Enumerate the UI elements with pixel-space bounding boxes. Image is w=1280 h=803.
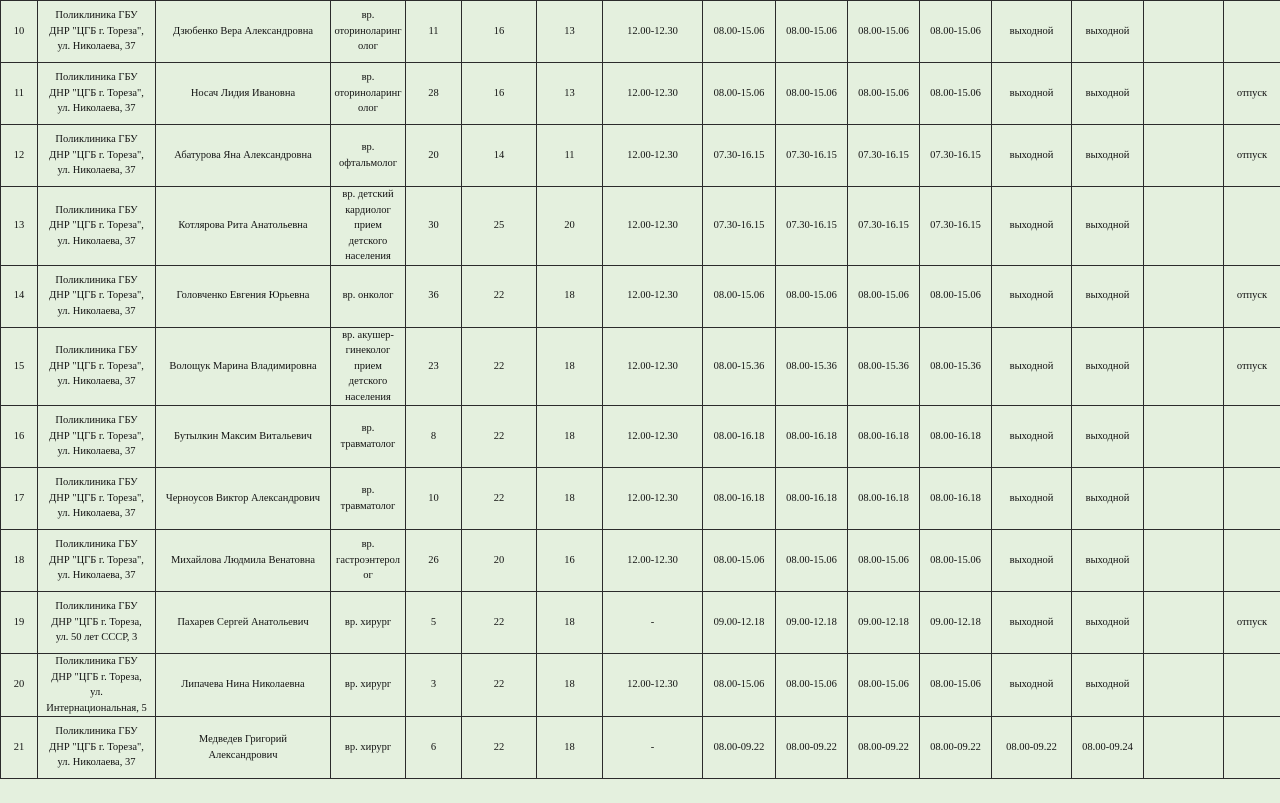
note-cell: отпуск (1224, 63, 1280, 125)
doctor-name: Волощук Марина Владимировна (156, 327, 331, 406)
doctor-name: Пахарев Сергей Анатольевич (156, 592, 331, 654)
doctor-name: Бутылкин Максим Витальевич (156, 406, 331, 468)
schedule-day-1: 08.00-15.06 (703, 265, 776, 327)
count-2: 22 (462, 468, 537, 530)
count-1: 5 (406, 592, 462, 654)
table-row (1, 327, 1280, 406)
schedule-day-4: 08.00-15.06 (920, 1, 992, 63)
specialty: вр. оториноларинг олог (331, 63, 406, 125)
note-cell (1224, 1, 1280, 63)
schedule-day-2: 08.00-15.06 (776, 530, 848, 592)
break-time: 12.00-12.30 (603, 530, 703, 592)
table-row (1, 265, 1280, 327)
schedule-day-3: 09.00-12.18 (848, 592, 920, 654)
count-2: 22 (462, 592, 537, 654)
note-cell: отпуск (1224, 265, 1280, 327)
table-row (1, 717, 1280, 779)
schedule-day-3: 07.30-16.15 (848, 125, 920, 187)
clinic-address: Поликлиника ГБУ ДНР "ЦГБ г. Тореза", ул. Николаева, 37 (38, 717, 156, 779)
schedule-day-4: 08.00-16.18 (920, 468, 992, 530)
extra-cell (1144, 265, 1224, 327)
row-number: 17 (1, 468, 38, 530)
specialty: вр. хирург (331, 717, 406, 779)
schedule-day-1: 08.00-15.06 (703, 530, 776, 592)
count-3: 16 (537, 530, 603, 592)
specialty: вр. оториноларинг олог (331, 1, 406, 63)
count-3: 20 (537, 187, 603, 266)
schedule-day-2: 08.00-15.06 (776, 63, 848, 125)
schedule-day-3: 08.00-09.22 (848, 717, 920, 779)
note-cell (1224, 717, 1280, 779)
schedule-day-3: 08.00-15.06 (848, 654, 920, 717)
doctor-name: Михайлова Людмила Венатовна (156, 530, 331, 592)
note-cell: отпуск (1224, 327, 1280, 406)
extra-cell (1144, 717, 1224, 779)
count-3: 18 (537, 468, 603, 530)
schedule-day-3: 08.00-15.36 (848, 327, 920, 406)
specialty: вр. хирург (331, 592, 406, 654)
schedule-day-4: 09.00-12.18 (920, 592, 992, 654)
schedule-day-1: 08.00-16.18 (703, 406, 776, 468)
break-time: 12.00-12.30 (603, 63, 703, 125)
doctor-name: Дзюбенко Вера Александровна (156, 1, 331, 63)
clinic-address: Поликлиника ГБУ ДНР "ЦГБ г. Тореза, ул. Интернациональная, 5 (38, 654, 156, 717)
count-3: 11 (537, 125, 603, 187)
schedule-day-3: 08.00-15.06 (848, 265, 920, 327)
schedule-day-5: выходной (992, 63, 1072, 125)
schedule-day-1: 07.30-16.15 (703, 187, 776, 266)
count-1: 23 (406, 327, 462, 406)
schedule-body (1, 1, 1280, 779)
note-cell (1224, 530, 1280, 592)
extra-cell (1144, 468, 1224, 530)
schedule-day-1: 09.00-12.18 (703, 592, 776, 654)
row-number: 21 (1, 717, 38, 779)
clinic-address: Поликлиника ГБУ ДНР "ЦГБ г. Тореза", ул. Николаева, 37 (38, 327, 156, 406)
schedule-day-4: 08.00-15.06 (920, 265, 992, 327)
note-cell: отпуск (1224, 592, 1280, 654)
schedule-day-2: 08.00-16.18 (776, 406, 848, 468)
schedule-day-3: 08.00-15.06 (848, 1, 920, 63)
schedule-day-2: 08.00-15.36 (776, 327, 848, 406)
schedule-day-5: выходной (992, 530, 1072, 592)
schedule-day-2: 07.30-16.15 (776, 125, 848, 187)
schedule-day-2: 07.30-16.15 (776, 187, 848, 266)
schedule-day-4: 08.00-09.22 (920, 717, 992, 779)
schedule-day-4: 08.00-15.06 (920, 530, 992, 592)
count-1: 10 (406, 468, 462, 530)
note-cell (1224, 468, 1280, 530)
specialty: вр. детский кардиолог прием детского населения (331, 187, 406, 266)
note-cell (1224, 406, 1280, 468)
break-time: 12.00-12.30 (603, 654, 703, 717)
count-2: 16 (462, 1, 537, 63)
schedule-day-1: 08.00-15.36 (703, 327, 776, 406)
schedule-day-5: выходной (992, 327, 1072, 406)
clinic-address: Поликлиника ГБУ ДНР "ЦГБ г. Тореза", ул. Николаева, 37 (38, 187, 156, 266)
schedule-day-6: выходной (1072, 530, 1144, 592)
specialty: вр. гастроэнтерол ог (331, 530, 406, 592)
schedule-day-6: выходной (1072, 63, 1144, 125)
clinic-address: Поликлиника ГБУ ДНР "ЦГБ г. Тореза", ул. Николаева, 37 (38, 125, 156, 187)
row-number: 16 (1, 406, 38, 468)
schedule-day-5: выходной (992, 125, 1072, 187)
schedule-day-1: 08.00-15.06 (703, 1, 776, 63)
count-2: 22 (462, 717, 537, 779)
break-time: 12.00-12.30 (603, 1, 703, 63)
schedule-day-4: 08.00-15.06 (920, 63, 992, 125)
break-time: - (603, 592, 703, 654)
extra-cell (1144, 406, 1224, 468)
schedule-day-2: 09.00-12.18 (776, 592, 848, 654)
table-row (1, 125, 1280, 187)
schedule-day-3: 08.00-16.18 (848, 406, 920, 468)
note-cell: отпуск (1224, 125, 1280, 187)
row-number: 20 (1, 654, 38, 717)
count-2: 22 (462, 327, 537, 406)
note-cell (1224, 654, 1280, 717)
schedule-day-6: выходной (1072, 265, 1144, 327)
table-row (1, 406, 1280, 468)
specialty: вр. травматолог (331, 406, 406, 468)
schedule-day-3: 08.00-15.06 (848, 63, 920, 125)
schedule-day-6: выходной (1072, 187, 1144, 266)
schedule-day-3: 08.00-16.18 (848, 468, 920, 530)
row-number: 11 (1, 63, 38, 125)
doctor-name: Носач Лидия Ивановна (156, 63, 331, 125)
count-1: 28 (406, 63, 462, 125)
count-2: 14 (462, 125, 537, 187)
specialty: вр. хирург (331, 654, 406, 717)
count-1: 36 (406, 265, 462, 327)
schedule-day-1: 08.00-16.18 (703, 468, 776, 530)
schedule-day-4: 07.30-16.15 (920, 125, 992, 187)
note-cell (1224, 187, 1280, 266)
schedule-day-1: 08.00-15.06 (703, 654, 776, 717)
doctor-name: Абатурова Яна Александровна (156, 125, 331, 187)
schedule-day-5: выходной (992, 592, 1072, 654)
table-row (1, 592, 1280, 654)
count-1: 8 (406, 406, 462, 468)
schedule-day-4: 08.00-15.36 (920, 327, 992, 406)
schedule-day-3: 08.00-15.06 (848, 530, 920, 592)
schedule-day-2: 08.00-15.06 (776, 1, 848, 63)
schedule-day-2: 08.00-15.06 (776, 265, 848, 327)
schedule-day-5: выходной (992, 265, 1072, 327)
doctor-name: Черноусов Виктор Александрович (156, 468, 331, 530)
count-2: 22 (462, 406, 537, 468)
row-number: 12 (1, 125, 38, 187)
count-2: 22 (462, 654, 537, 717)
clinic-address: Поликлиника ГБУ ДНР "ЦГБ г. Тореза", ул. Николаева, 37 (38, 63, 156, 125)
count-1: 20 (406, 125, 462, 187)
count-2: 16 (462, 63, 537, 125)
schedule-day-6: выходной (1072, 327, 1144, 406)
count-1: 6 (406, 717, 462, 779)
count-3: 18 (537, 654, 603, 717)
clinic-address: Поликлиника ГБУ ДНР "ЦГБ г. Тореза", ул. Николаева, 37 (38, 1, 156, 63)
extra-cell (1144, 654, 1224, 717)
schedule-day-1: 08.00-15.06 (703, 63, 776, 125)
table-row (1, 654, 1280, 717)
extra-cell (1144, 530, 1224, 592)
doctor-name: Липачева Нина Николаевна (156, 654, 331, 717)
table-row (1, 63, 1280, 125)
table-row (1, 530, 1280, 592)
break-time: 12.00-12.30 (603, 187, 703, 266)
count-3: 18 (537, 327, 603, 406)
clinic-address: Поликлиника ГБУ ДНР "ЦГБ г. Тореза", ул. Николаева, 37 (38, 468, 156, 530)
row-number: 19 (1, 592, 38, 654)
clinic-address: Поликлиника ГБУ ДНР "ЦГБ г. Тореза, ул. 50 лет СССР, 3 (38, 592, 156, 654)
extra-cell (1144, 592, 1224, 654)
count-1: 3 (406, 654, 462, 717)
row-number: 14 (1, 265, 38, 327)
count-3: 18 (537, 717, 603, 779)
break-time: 12.00-12.30 (603, 265, 703, 327)
doctor-name: Котлярова Рита Анатольевна (156, 187, 331, 266)
schedule-day-2: 08.00-16.18 (776, 468, 848, 530)
schedule-day-4: 07.30-16.15 (920, 187, 992, 266)
schedule-day-2: 08.00-09.22 (776, 717, 848, 779)
schedule-day-6: выходной (1072, 592, 1144, 654)
schedule-day-6: выходной (1072, 406, 1144, 468)
schedule-day-5: выходной (992, 187, 1072, 266)
count-2: 22 (462, 265, 537, 327)
extra-cell (1144, 327, 1224, 406)
table-row (1, 1, 1280, 63)
clinic-address: Поликлиника ГБУ ДНР "ЦГБ г. Тореза", ул. Николаева, 37 (38, 406, 156, 468)
schedule-day-5: выходной (992, 468, 1072, 530)
schedule-day-6: выходной (1072, 468, 1144, 530)
row-number: 13 (1, 187, 38, 266)
table-row (1, 187, 1280, 266)
count-3: 13 (537, 1, 603, 63)
count-1: 26 (406, 530, 462, 592)
count-3: 18 (537, 592, 603, 654)
schedule-day-5: выходной (992, 654, 1072, 717)
specialty: вр. травматолог (331, 468, 406, 530)
row-number: 18 (1, 530, 38, 592)
schedule-day-5: выходной (992, 406, 1072, 468)
extra-cell (1144, 1, 1224, 63)
break-time: 12.00-12.30 (603, 406, 703, 468)
count-2: 20 (462, 530, 537, 592)
schedule-day-1: 08.00-09.22 (703, 717, 776, 779)
specialty: вр. офтальмолог (331, 125, 406, 187)
clinic-address: Поликлиника ГБУ ДНР "ЦГБ г. Тореза", ул. Николаева, 37 (38, 530, 156, 592)
schedule-day-5: выходной (992, 1, 1072, 63)
schedule-day-6: выходной (1072, 125, 1144, 187)
count-1: 11 (406, 1, 462, 63)
break-time: 12.00-12.30 (603, 468, 703, 530)
specialty: вр. онколог (331, 265, 406, 327)
specialty: вр. акушер- гинеколог прием детского населения (331, 327, 406, 406)
schedule-day-6: 08.00-09.24 (1072, 717, 1144, 779)
schedule-day-4: 08.00-15.06 (920, 654, 992, 717)
schedule-day-6: выходной (1072, 1, 1144, 63)
extra-cell (1144, 63, 1224, 125)
clinic-address: Поликлиника ГБУ ДНР "ЦГБ г. Тореза", ул. Николаева, 37 (38, 265, 156, 327)
schedule-day-3: 07.30-16.15 (848, 187, 920, 266)
extra-cell (1144, 187, 1224, 266)
schedule-day-2: 08.00-15.06 (776, 654, 848, 717)
schedule-day-6: выходной (1072, 654, 1144, 717)
break-time: 12.00-12.30 (603, 125, 703, 187)
schedule-day-4: 08.00-16.18 (920, 406, 992, 468)
count-3: 18 (537, 265, 603, 327)
extra-cell (1144, 125, 1224, 187)
doctor-name: Головченко Евгения Юрьевна (156, 265, 331, 327)
row-number: 15 (1, 327, 38, 406)
doctor-name: Медведев Григорий Александрович (156, 717, 331, 779)
schedule-day-5: 08.00-09.22 (992, 717, 1072, 779)
count-3: 18 (537, 406, 603, 468)
break-time: - (603, 717, 703, 779)
count-3: 13 (537, 63, 603, 125)
count-1: 30 (406, 187, 462, 266)
count-2: 25 (462, 187, 537, 266)
schedule-day-1: 07.30-16.15 (703, 125, 776, 187)
table-row (1, 468, 1280, 530)
row-number: 10 (1, 1, 38, 63)
break-time: 12.00-12.30 (603, 327, 703, 406)
